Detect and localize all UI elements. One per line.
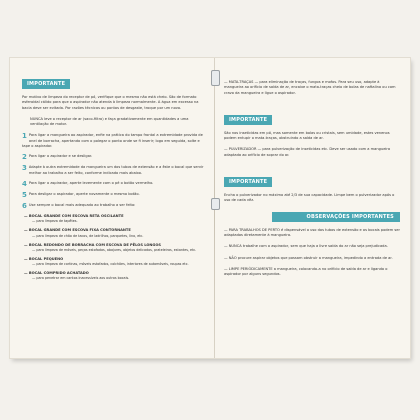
step-text: Para ligar a mangueira ao aspirador, enfie na prática do tampo frontal a extremidade provida de anel de borracha, apertando com o polegar o ponto onde se fi inserir; logo em seguida, solte e tape o aspirador. xyxy=(22,133,203,149)
step-3 xyxy=(22,165,206,176)
bocal-desc: — para limpeza de cortinas, móveis estofados, colchões, interiores de automóveis, roupas etc. xyxy=(32,262,189,267)
staple-top-icon xyxy=(211,70,220,86)
bocal-title: — BOCAL PEQUENO xyxy=(24,256,64,261)
observacoes-label: OBSERVAÇÕES IMPORTANTES xyxy=(272,212,400,222)
bocal-title: — BOCAL COMPRIDO ACHATADO xyxy=(24,271,89,276)
step-6 xyxy=(22,203,206,209)
importante-label: IMPORTANTE xyxy=(22,79,70,89)
step-number: 3 xyxy=(22,165,27,173)
observacao-item: — NUNCA trabalhe com o aspirador, sem que haja a livre saída do ar não seja prejudicada. xyxy=(224,244,388,249)
step-text: Para ligar o aspirador e se desligar. xyxy=(28,154,93,159)
step-1 xyxy=(22,133,206,149)
step-text: Para desligar o aspirador, aperte novamente o mesmo botão. xyxy=(28,191,140,196)
step-number: 6 xyxy=(22,202,27,209)
step-number: 4 xyxy=(22,180,27,187)
importante-label: IMPORTANTE xyxy=(224,177,272,187)
step-4 xyxy=(22,181,206,187)
step-text: Adapte à outra extremidade da mangueira um dos tubos de extensão e a êste o bocal que servir melhor ao trabalho a ser feito, conforme indicado mais abaixo. xyxy=(28,165,204,175)
bocal-desc: — para limpeza de móveis, peças estofadas, abajures, objetos delicados, prateleiras, estantes, etc. xyxy=(32,247,197,252)
mata-tracas-text: — MATA-TRAÇAS — para eliminação de traças, fungos e mofos. Para seu uso, adapte à mangueira ao orifício de saída de ar, encaixe o mata-traças cheio de bolas de naftalina ou com cravo da mangueira e ligue o aspirador. xyxy=(224,80,396,95)
importante2-text: Encha o pulverizador no máximo até 2/3 de sua capacidade. Limpe bem o pulverizador após o uso de cada vêz. xyxy=(224,193,395,203)
observacao-item: — PARA TRABALHOS DE PERTO é dispensável o uso dos tubos de extensão e os bocais podem ser adaptados diretamente à mangueira. xyxy=(224,227,400,237)
pulverizador-text: — PULVERIZADOR — para pulverização de inseticidas etc. Deve ser usado com a mangueira adaptada ao orifício de soprar do ar. xyxy=(224,147,391,157)
staple-bottom-icon xyxy=(211,198,220,210)
step-number: 5 xyxy=(22,191,27,198)
booklet-spread xyxy=(10,58,410,358)
step-text: Use sempre o bocal mais adequado ao trabalho a ser feito: xyxy=(28,202,136,207)
importante-text: São nos inseticidas em pó, mas somente em bolas ou cristais, sem umidade, estes venenos podem entupir o mata-traças, obstruindo a saída de ar. xyxy=(224,130,390,141)
bocal-item xyxy=(22,214,206,224)
bocal-desc: — para limpeza de tapêtes. xyxy=(32,219,78,224)
left-page xyxy=(22,70,206,285)
nunca-text: NUNCA leve o receptor de ar (saco-filtro) e faça gradativamente em quantidades a uma ventilação de motor. xyxy=(30,116,189,127)
bocal-desc: — para penetrar em cantos inacessíveis aos outros bocais. xyxy=(32,276,130,281)
bocal-item xyxy=(22,257,206,267)
bocal-title: — BOCAL REDONDO DE BORRACHA COM ESCOVA DE PÊLOS LONGOS xyxy=(24,242,162,247)
bocal-desc: — para limpeza de chão de tacos, de ladrilhos, parquetes, lino, etc. xyxy=(32,233,144,238)
bocal-title: — BOCAL GRANDE COM ESCOVA FIXA CONTORNANTE xyxy=(24,228,131,233)
bocal-title: — BOCAL GRANDE COM ESCOVA RETA OSCILANTE xyxy=(24,213,124,218)
observacao-item: — NÃO procure aspirar objetos que possam obstruir a mangueira, impedindo a entrada de ar. xyxy=(224,255,393,260)
step-number: 2 xyxy=(22,154,27,161)
step-5 xyxy=(22,192,206,198)
step-2 xyxy=(22,154,206,160)
bocal-item xyxy=(22,228,206,238)
step-number: 1 xyxy=(22,133,27,141)
observacao-item: — LIMPE PERIÒDICAMENTE a mangueira, colocando-a no orifício de saída de ar e ligando o aspirador por alguns segundos. xyxy=(224,266,388,277)
right-page xyxy=(224,70,400,283)
step-text: Para ligar o aspirador, aperte levemente com o pé o botão vermelho. xyxy=(28,180,154,185)
bocal-item xyxy=(22,271,206,281)
importante-label: IMPORTANTE xyxy=(224,115,272,125)
bocal-item xyxy=(22,243,206,253)
intro-text: Por motivo de limpeza do receptor de pó, verifique que o mesmo não está cheio. São de formato esferoidal cálido para que o aspirador não atenda à limpeza normalmente. A água em excesso na bacia deve ser evitada. Por razões técnicas ou pontos de desgaste, troque por um novo. xyxy=(22,95,199,110)
